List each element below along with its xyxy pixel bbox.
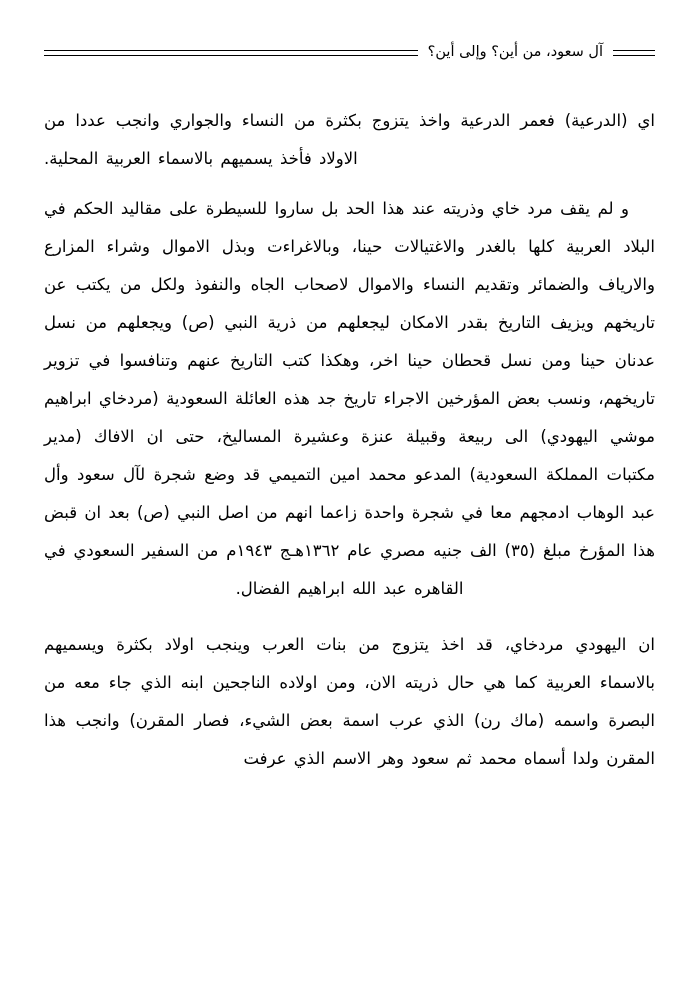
document-body <box>44 102 655 778</box>
page-header <box>44 36 655 76</box>
running-title: آل سعود، من أين؟ وإلى أين؟ <box>418 42 613 62</box>
paragraph-3: ان اليهودي مردخاي، قد اخذ يتزوج من بنات العرب وينجب اولاد بكثرة ويسميهم بالاسماء العربية كما هي حال ذريته الان، ومن اولاده الناجحين ابنه الذي جاء معه من البصرة واسمه (ماك رن) الذي عرب اسمة بعض الشيء، فصار المقرن) وانجب هذا المقرن ولدا أسماه محمد ثم سعود وهر الاسم الذي عرفت <box>44 635 655 768</box>
paragraph-2: و لم يقف مرد خاي وذريته عند هذا الحد بل ساروا للسيطرة على مقاليد الحكم في البلاد العربية كلها بالغدر والاغتيالات حينا، وبالاغراءت وبذل الاموال وشراء المزارع والارياف والضمائر وتقديم النساء والاموال لاصحاب الجاه والنفوذ ولكل من يكتب عن تاريخهم ويزيف التاريخ بقدر الامكان ليجعلهم من ذرية النبي (ص) ويجعلهم من نسل عدنان حينا ومن نسل قحطان حينا اخر، وهكذا كتب التاريخ عنهم وتنافسوا في تزوير تاريخهم، ونسب بعض المؤرخين الاجراء تاريخ جد هذه العائلة السعودية (مردخاي ابراهيم موشي اليهودي) الى ربيعة وقبيلة عنزة وعشيرة المساليخ، حتى ان الافاك (مدير مكتبات المملكة السعودية) المدعو محمد امين التميمي قد وضع شجرة لآل سعود وأل عبد الوهاب ادمجهم معا في شجرة واحدة زاعما انهم من اصل النبي (ص) بعد ان قبض هذا المؤرخ مبلغ (٣٥) الف جنيه مصري عام ١٣٦٢هـج ١٩٤٣م من السفير السعودي في القاهره عبد الله ابراهيم الفضال. <box>44 199 655 598</box>
paragraph-1: اي (الدرعية) فعمر الدرعية واخذ يتزوج بكثرة من النساء والجواري وانجب عددا من الاولاد فأخذ يسميهم بالاسماء العربية المحلية. <box>44 111 655 168</box>
